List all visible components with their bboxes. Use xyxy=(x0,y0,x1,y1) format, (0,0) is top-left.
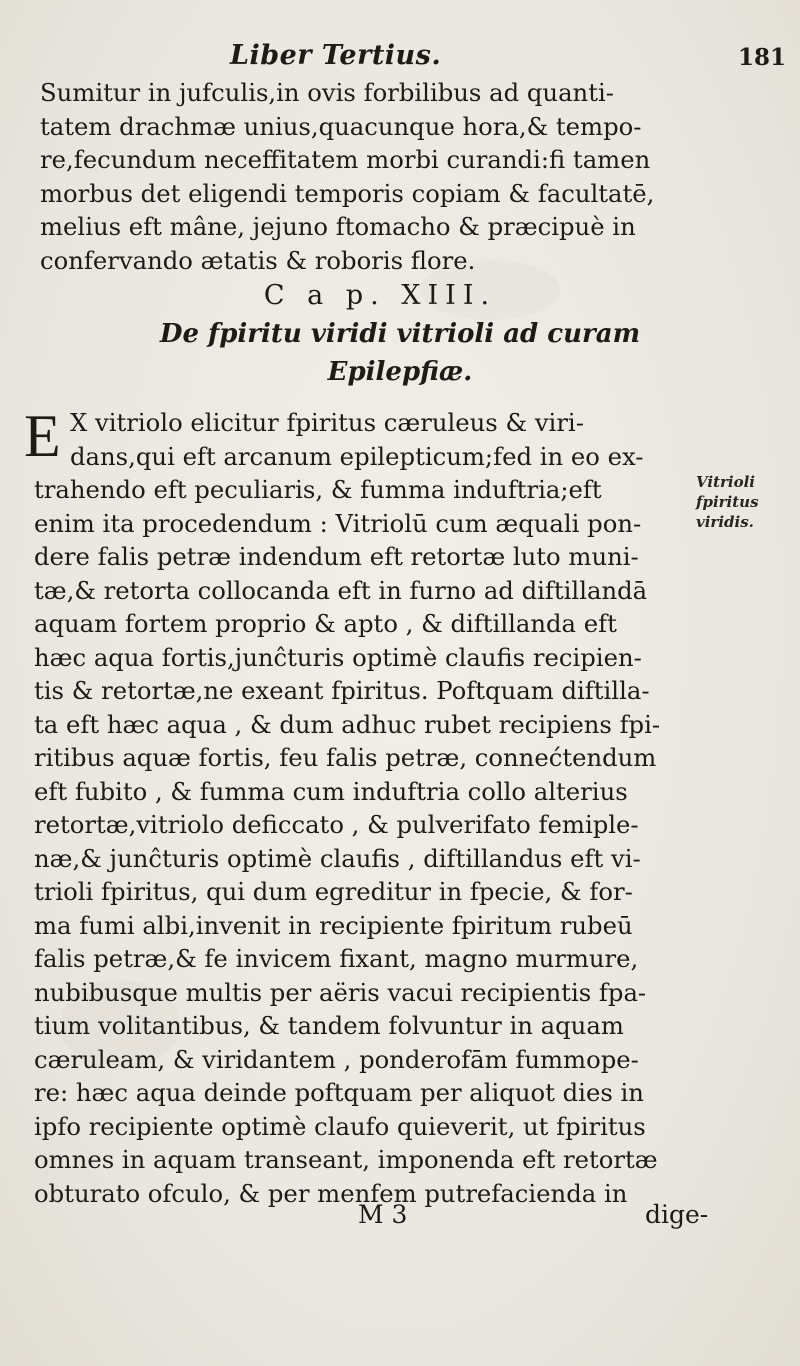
text-line: ta eft hæc aqua , & dum adhuc rubet recipiens fpi- xyxy=(34,709,661,739)
text-line: enim ita procedendum : Vitriolū cum æquali pon- xyxy=(34,508,642,538)
margin-note-line: fpiritus xyxy=(696,493,759,511)
text-line: re,fecundum neceffitatem morbi curandi:fi tamen xyxy=(40,145,651,174)
signature-mark: M 3 xyxy=(358,1200,408,1229)
running-title: Liber Tertius. xyxy=(230,40,442,71)
text-line: melius eft mâne, jejuno ftomacho & præcipuè in xyxy=(40,212,636,241)
text-line: dere falis petræ indendum eft retortæ luto muni- xyxy=(34,542,639,571)
text-line: hæc aqua fortis,junĉturis optimè claufis recipien- xyxy=(34,642,642,672)
text-line: aquam fortem proprio & apto , & diftillanda eft xyxy=(34,609,617,638)
text-line: cæruleam, & viridantem , ponderofām fummope- xyxy=(34,1044,639,1074)
text-line: nubibusque multis per aëris vacui recipientis fpa- xyxy=(34,977,647,1007)
text-line: obturato ofculo, & per menfem putrefacienda in xyxy=(34,1178,628,1208)
text-line: falis petræ,& fe invicem fixant, magno murmure, xyxy=(34,944,639,973)
text-line: tæ,& retorta collocanda eft in furno ad diftillandā xyxy=(34,575,648,605)
text-line: ma fumi albi,invenit in recipiente fpiritum rubeū xyxy=(34,910,633,940)
text-line: X vitriolo elicitur fpiritus cæruleus & viri- xyxy=(70,408,584,437)
text-line: ipfo recipiente optimè claufo quieverit, ut fpiritus xyxy=(34,1111,646,1141)
page-number: 181 xyxy=(738,44,787,71)
catchword: dige- xyxy=(645,1200,709,1229)
text-line: Sumitur in jufculis,in ovis forbilibus ad quanti- xyxy=(40,78,614,107)
drop-cap: E xyxy=(24,403,61,469)
text-line: re: hæc aqua deinde poftquam per aliquot dies in xyxy=(34,1078,644,1107)
page-header xyxy=(0,40,800,80)
margin-note-line: Vitrioli xyxy=(696,473,756,491)
text-line: eft fubito , & fumma cum induftria collo alterius xyxy=(34,776,628,806)
chapter-title-line: De fpiritu viridi vitrioli ad curam xyxy=(159,319,641,349)
text-line: confervando ætatis & roboris flore. xyxy=(40,245,476,275)
page-footer xyxy=(0,1200,800,1240)
text-line: retortæ,vitriolo deficcato , & pulverifato femiple- xyxy=(34,810,639,839)
chapter-title-line: Epilepfiæ. xyxy=(327,357,473,387)
text-line: ritibus aquæ fortis, feu falis petræ, connećtendum xyxy=(34,743,657,772)
text-line: tis & retortæ,ne exeant fpiritus. Poftquam diftilla- xyxy=(34,676,650,705)
chapter-title xyxy=(0,315,800,391)
text-line: morbus det eligendi temporis copiam & facultatē, xyxy=(40,178,655,208)
text-line: omnes in aquam transeant, imponenda eft retortæ xyxy=(34,1145,658,1174)
paragraph-2-opening xyxy=(70,406,700,473)
text-line: tatem drachmæ unius,quacunque hora,& tempo- xyxy=(40,111,642,141)
margin-note xyxy=(696,472,796,532)
text-line: næ,& junĉturis optimè claufis , diftillandus eft vi- xyxy=(34,843,641,873)
text-line: dans,qui eft arcanum epilepticum;fed in eo ex- xyxy=(70,441,644,471)
text-line: trahendo eft peculiaris, & fumma induftria;eft xyxy=(34,475,602,504)
text-line: tium volitantibus, & tandem folvuntur in aquam xyxy=(34,1011,624,1040)
paragraph-1 xyxy=(40,76,670,277)
text-line: trioli fpiritus, qui dum egreditur in fpecie, & for- xyxy=(34,877,633,906)
margin-note-line: viridis. xyxy=(696,513,754,531)
paragraph-2-body xyxy=(34,473,664,1210)
chapter-heading: C a p. XIII. xyxy=(263,280,497,311)
